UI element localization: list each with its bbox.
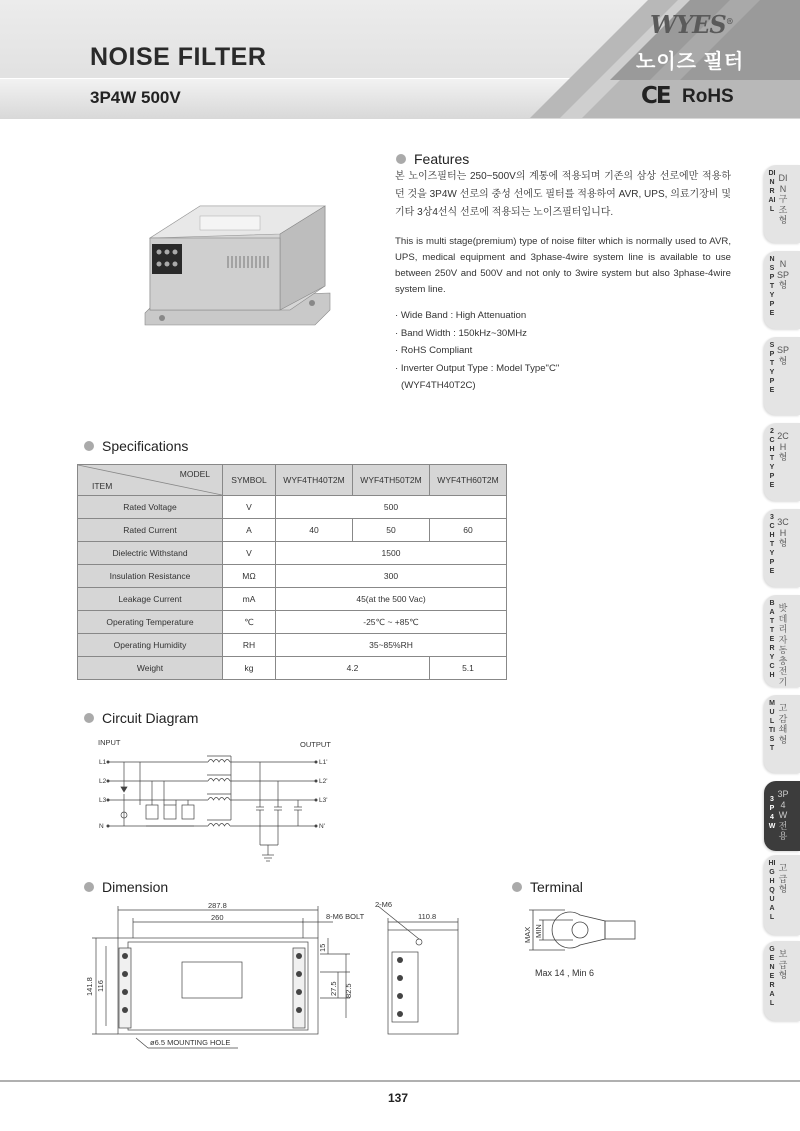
specifications-heading <box>84 438 188 454</box>
page-title-korean: 노이즈 필터 <box>636 51 745 73</box>
dim-height-outer: 141.8 <box>85 977 94 996</box>
side-tab-korean: 2CH형 <box>777 431 789 462</box>
features-heading <box>396 151 469 167</box>
feature-item: (WYF4TH40T2C) <box>401 380 476 391</box>
circuit-output-label: OUTPUT <box>300 740 331 749</box>
side-tab-general[interactable] <box>764 941 800 1021</box>
dimension-heading <box>84 879 168 895</box>
circuit-input-label: INPUT <box>98 738 121 747</box>
row-value: 60 <box>430 519 507 542</box>
side-tab-din-rail[interactable] <box>764 165 800 243</box>
side-tab-2ch-type[interactable] <box>764 423 800 501</box>
output-line-label: L3' <box>319 797 328 804</box>
row-symbol: V <box>223 542 276 565</box>
terminal-max-label: MAX <box>523 926 532 943</box>
features-list <box>395 307 731 395</box>
specifications-heading-label: Specifications <box>102 438 189 454</box>
terminal-heading <box>512 879 583 895</box>
feature-item: · Wide Band : High Attenuation <box>395 310 527 321</box>
side-tab-nsp-type[interactable] <box>764 251 800 329</box>
bullet-dot-icon <box>84 713 94 723</box>
table-row <box>78 611 507 634</box>
output-line-label: L2' <box>319 778 328 785</box>
row-value: 35~85%RH <box>276 634 507 657</box>
dim-27-5: 27.5 <box>329 981 338 996</box>
row-item-label: Dielectric Withstand <box>78 542 223 565</box>
row-value: 300 <box>276 565 507 588</box>
dim-height-inner: 116 <box>96 980 105 992</box>
dimension-drawing <box>85 898 478 1053</box>
side-tab-label: HIGH QUAL <box>768 860 776 921</box>
header-model-2: WYF4TH50T2M <box>353 465 430 496</box>
side-tab-sp-type[interactable] <box>764 337 800 415</box>
dim-depth: 110.8 <box>418 912 437 921</box>
bullet-dot-icon <box>396 154 406 164</box>
row-item-label: Insulation Resistance <box>78 565 223 588</box>
row-symbol: RH <box>223 634 276 657</box>
bullet-dot-icon <box>84 441 94 451</box>
side-tab-3p4w[interactable] <box>764 781 800 851</box>
side-tab-label: 3P4W <box>768 796 776 830</box>
dim-15: 15 <box>318 943 327 952</box>
header-model-1: WYF4TH40T2M <box>276 465 353 496</box>
row-symbol: MΩ <box>223 565 276 588</box>
side-tab-label: MULTI ST <box>768 700 776 752</box>
rohs-mark: RoHS <box>682 86 734 107</box>
side-tab-label: 2CH TYPE <box>769 428 775 489</box>
row-item-label: Operating Temperature <box>78 611 223 634</box>
dim-82-5: 82.5 <box>344 983 353 998</box>
side-tab-battery-charger[interactable] <box>764 595 800 687</box>
side-tab-korean: 고감쇄형 <box>778 703 788 745</box>
dim-bolt-label: 8-M6 BOLT <box>326 912 365 921</box>
circuit-diagram-heading <box>84 710 198 726</box>
table-row <box>78 657 507 680</box>
bullet-dot-icon <box>512 882 522 892</box>
table-row <box>78 634 507 657</box>
ring-terminal-drawing <box>515 905 655 960</box>
dim-overall-width: 287.8 <box>208 901 227 910</box>
circuit-wiring <box>108 756 316 861</box>
feature-item: · Inverter Output Type : Model Type"C" <box>395 362 560 374</box>
features-english-text: This is multi stage(premium) type of noise filter which is normally used to AVR, UPS, medical equipment and 3phase-4wire system line is available to use between 250V and 500V and not only to 3wire system but also 3phase-4wire system line. <box>395 236 731 295</box>
circuit-diagram <box>90 735 350 870</box>
row-item-label: Operating Humidity <box>78 634 223 657</box>
header-model-3: WYF4TH60T2M <box>430 465 507 496</box>
terminal-note: Max 14 , Min 6 <box>535 968 595 978</box>
side-tab-korean: SP형 <box>777 345 790 366</box>
table-row <box>78 542 507 565</box>
table-row <box>78 565 507 588</box>
row-value: 4.2 <box>276 657 430 680</box>
features-korean-text: 본 노이즈필터는 250~500V의 계통에 적용되며 기존의 삼상 선로에만 적용하던 것을 3P4W 선로의 중성 선에도 필터를 적용하여 AVR, UPS, 의료기장비 및 기타 3상4선식 선로에 적용되는 노이즈필터입니다. <box>395 171 731 218</box>
dim-hole-label: ø6.5 MOUNTING HOLE <box>150 1038 231 1047</box>
header-symbol: SYMBOL <box>223 465 276 496</box>
page-title: NOISE FILTER <box>90 43 267 71</box>
ce-mark: CE <box>641 83 670 109</box>
side-tab-korean: NSP형 <box>777 259 790 290</box>
side-tab-korean: 보급형 <box>778 949 788 980</box>
row-symbol: V <box>223 496 276 519</box>
row-value: 500 <box>276 496 507 519</box>
row-value: 5.1 <box>430 657 507 680</box>
row-symbol: A <box>223 519 276 542</box>
side-tab-label: GENERAL <box>769 946 775 1007</box>
row-item-label: Rated Current <box>78 519 223 542</box>
feature-item: · Band Width : 150kHz~30MHz <box>395 327 527 339</box>
row-item-label: Rated Voltage <box>78 496 223 519</box>
side-tab-3ch-type[interactable] <box>764 509 800 587</box>
footer-divider <box>0 1080 800 1082</box>
table-row <box>78 519 507 542</box>
row-symbol: mA <box>223 588 276 611</box>
row-value: 40 <box>276 519 353 542</box>
row-value: 45(at the 500 Vac) <box>276 588 507 611</box>
table-header-row <box>78 465 507 496</box>
input-line-label: N <box>99 823 104 830</box>
row-value: 50 <box>353 519 430 542</box>
side-tab-multi-stage[interactable] <box>764 695 800 773</box>
side-tab-korean: 3CH형 <box>777 517 789 548</box>
side-tab-label: NSP TYPE <box>769 256 775 317</box>
page-number: 137 <box>388 1091 409 1105</box>
dim-mount-width: 260 <box>211 913 224 922</box>
circuit-diagram-heading-label: Circuit Diagram <box>102 710 199 726</box>
table-row <box>78 588 507 611</box>
output-line-label: N' <box>319 823 325 830</box>
row-item-label: Leakage Current <box>78 588 223 611</box>
input-line-label: L3 <box>99 797 107 804</box>
dim-m6-label: 2-M6 <box>375 900 393 909</box>
terminal-heading-label: Terminal <box>530 879 583 895</box>
side-tab-label: SP TYPE <box>769 342 775 394</box>
side-tab-label: DIN RAIL <box>768 170 776 213</box>
row-symbol: kg <box>223 657 276 680</box>
row-symbol: ℃ <box>223 611 276 634</box>
header-item-label: ITEM <box>92 481 113 491</box>
side-tab-korean: DIN구조형 <box>778 173 788 225</box>
side-tab-korean: 밧데리자동충전기 <box>778 603 788 687</box>
features-heading-label: Features <box>414 151 470 167</box>
row-value: -25℃ ~ +85℃ <box>276 611 507 634</box>
bullet-dot-icon <box>84 882 94 892</box>
table-row <box>78 496 507 519</box>
model-subtitle: 3P4W 500V <box>90 88 181 107</box>
row-item-label: Weight <box>78 657 223 680</box>
side-tab-label: 3CH TYPE <box>769 514 775 575</box>
row-value: 1500 <box>276 542 507 565</box>
specifications-table <box>77 464 507 680</box>
item-model-header <box>78 465 223 496</box>
input-line-label: L2 <box>99 778 107 785</box>
side-tab-korean: 3P4W전용 <box>777 789 789 841</box>
feature-item: · RoHS Compliant <box>395 345 473 356</box>
output-line-label: L1' <box>319 759 328 766</box>
side-tab-korean: 고급형 <box>778 863 788 894</box>
side-tab-high-quality[interactable] <box>764 855 800 935</box>
input-line-label: L1 <box>99 759 107 766</box>
side-tab-label: BATTERY CH <box>769 600 775 679</box>
brand-logo: WYES® <box>650 10 733 39</box>
terminal-min-label: MIN <box>534 924 543 938</box>
dimension-heading-label: Dimension <box>102 879 169 895</box>
product-photo <box>140 198 335 328</box>
header-model-label: MODEL <box>179 469 210 479</box>
